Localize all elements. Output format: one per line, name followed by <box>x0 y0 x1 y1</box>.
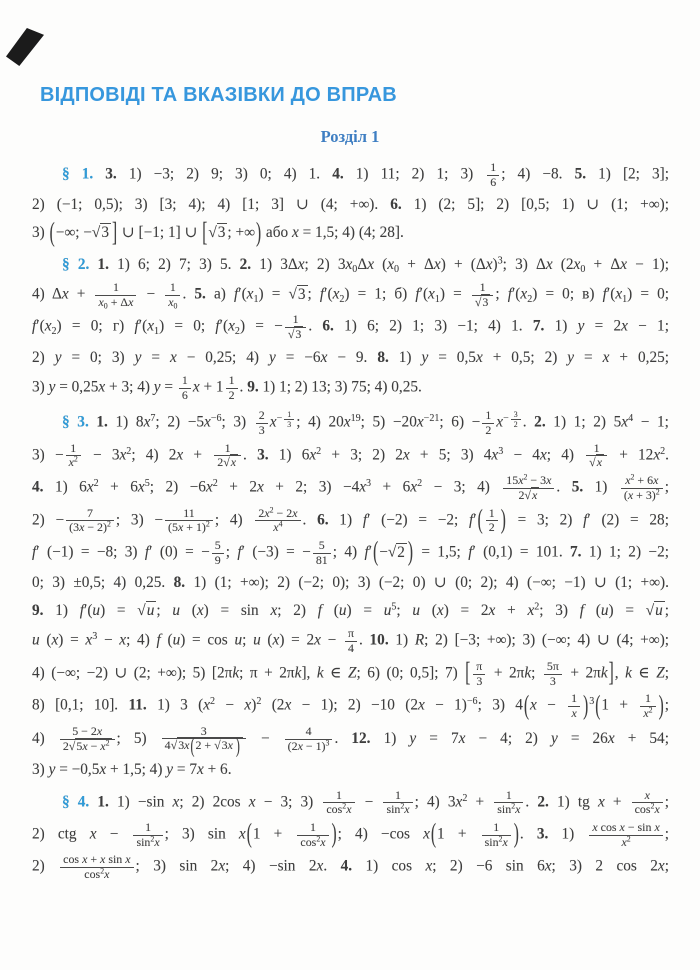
problem-number: 1. <box>89 793 109 811</box>
chapter-heading: Розділ 1 <box>320 127 380 146</box>
answer-line: § 2. 1. 1) 6; 2) 7; 3) 5. 2. 1) 3Δx; 2) $3x_0\Delta x$ $(x_0 + \Delta x) + (\Delta x)^3$; 3) Δx $(2x_0 + \Delta x - 1)$; <box>62 255 669 275</box>
answer-line: 2) (−1; 0,5); 3) [3; 4); 4) [1; 3] ∪ (4; +∞). 6. 1) (2; 5]; 2) [0,5; 1) ∪ (1; +∞); <box>32 196 670 214</box>
answer-line: 4) (−∞; −2) ∪ (2; +∞); 5) [2πk; π + 2πk], k ∈ Z; 6) (0; 0,5]; 7) [ $\frac{\pi}{3}$ + 2πk; $\frac{5\pi}{3}$ + 2πk], k ∈ Z; <box>32 657 669 689</box>
fraction: $\frac{1}{\sin^2x}$ <box>383 789 412 817</box>
square-root: √3 <box>208 224 226 242</box>
square-root: √3x <box>214 738 233 753</box>
fraction: $\frac{1}{\cos^2x}$ <box>297 821 328 849</box>
square-root: √3x(2 + √3x ) <box>171 737 243 752</box>
answer-line: 3) y = −0,5x + 1,5; 4) y = 7x + 6. <box>32 760 232 778</box>
fraction: $\frac{1}{x_0 + \Delta x}$ <box>95 281 136 309</box>
answer-line: $f'(x_2) = 0$; г) $f'(x_1) = 0$; $f'(x_2)$ = − $\frac{1}{√3}$ . 6. 1) 6; 2) 1; 3) −1; 4) 1. 7. 1) y = 2x − 1; <box>32 312 669 342</box>
answers-content <box>32 154 669 886</box>
problem-number: 2. <box>537 793 549 811</box>
fraction: $\frac{1}{x^2}$ <box>640 692 655 720</box>
scan-artifact-corner <box>6 28 44 66</box>
fraction: $\frac{\pi}{4}$ <box>345 627 357 655</box>
problem-number: 11. <box>128 697 147 715</box>
answer-line: 0; 3) ±0,5; 4) 0,25. 8. 1) (1; +∞); 2) (−2; 0); 3) (−2; 0) ∪ (0; 2); 4) (−∞; −1) ∪ (1; +∞). <box>32 574 669 592</box>
section-marker: § 3. <box>62 413 89 431</box>
problem-number: 9. <box>247 378 259 396</box>
answer-line: 3) (−∞; −√3 ] ∪ [−1; 1] ∪ [√3 ; +∞) або x = 1,5; 4) (4; 28]. <box>32 217 404 249</box>
answer-line: 2) ctg x − $\frac{1}{\sin^2x}$ ; 3) sin x(1 + $\frac{1}{\cos^2x}$ ); 4) −cos x(1 + $\frac{1}{\sin^2x}$ ). 3. 1) $\frac{\text{x cos x − sin x}}{x^2}$ ; <box>32 819 669 850</box>
fraction: $\frac{1}{2}$ <box>226 374 238 402</box>
fraction: $\frac{1}{\sin^2x}$ <box>494 789 523 817</box>
section-marker: § 2. <box>62 255 90 273</box>
fraction: $\frac{4}{(2x - 1)^3}$ <box>285 725 333 753</box>
problem-number: 4. <box>32 478 44 496</box>
problem-number: 2. <box>239 255 252 273</box>
fraction: $\frac{5 - 2x}{2√5x - x^2}$ <box>60 725 115 753</box>
problem-number: 6. <box>317 511 329 529</box>
problem-number: 10. <box>369 632 389 650</box>
fraction: $\frac{3}{2}$ <box>511 410 521 429</box>
fraction: $\frac{1}{6}$ <box>179 374 191 402</box>
problem-number: 4. <box>340 858 353 876</box>
fraction: $\frac{1}{x}$ <box>568 692 580 720</box>
fraction: $\frac{3}{4√3x(2 + √3x )}$ <box>162 725 246 754</box>
fraction: $\frac{\text{x cos x − sin x}}{x^2}$ <box>589 821 662 849</box>
problem-number: 1. <box>88 413 108 431</box>
square-root: √3 <box>474 294 489 309</box>
fraction: $\frac{1}{\sin^2x}$ <box>482 821 511 849</box>
answer-line: 4. 1) $6x^2 + 6x^5$; $2) -6x^2 + 2x + 2$; $3) -4x^3 + 6x^2 - 3$; 4) $\frac{15x^2 - 3x}{2√x}$ . 5. 1) $\frac{x^2 + 6x}{(x + 3)^2}$ ; <box>32 472 669 502</box>
problem-number: 5. <box>574 165 587 183</box>
answer-line: 2) − $\frac{7}{(3x - 2)^2}$ ; 3) − $\frac{11}{(5x + 1)^2}$ ; 4) $\frac{2x^2 - 2x}{x^4}$ . 6. 1) f′ (−2) = −2; f′( $\frac{1}{2}$ ) = 3; 2) f′ (2) = 28; <box>32 504 669 536</box>
fraction: $\frac{1}{3}$ <box>284 410 294 429</box>
answer-line: § 3. 1. 1) $8x^7$; $2) -5x^{-6}$; 3) $\frac{2}{3}$ $x^{- \frac{1}{3}}$ ; 4) $20x^{19}$; $5) -20x^{-21}$; 6) − $\frac{1}{2}$ $x^{- \frac{3}{2}}$ . 2. 1) 1; 2) $5x^4 - 1$; <box>62 408 669 437</box>
answer-line: 2) y = 0; 3) y = x − 0,25; 4) y = −6x − 9. 8. 1) y = 0,5x + 0,5; 2) y = x + 0,25; <box>32 348 669 366</box>
square-root: √3 <box>91 224 109 242</box>
problem-number: 2. <box>534 413 546 431</box>
answer-line: 4) Δx + $\frac{1}{x_0 + \Delta x}$ − $\frac{1}{x_0}$ . 5. а) $f'(x_1) = √3$ ; $f'(x_2) = 1$; б) $f'(x_1)$ = $\frac{1}{√3}$ ; $f'(x_2) = 0$; в) $f'(x_1) = 0$; <box>32 279 669 310</box>
problem-number: 3. <box>536 825 549 843</box>
fraction: $\frac{1}{√3}$ <box>472 281 494 309</box>
square-root: √u <box>137 602 155 620</box>
fraction: $\frac{1}{6}$ <box>487 161 499 189</box>
answer-line: 4) $\frac{5 - 2x}{2√5x - x^2}$ ; 5) $\frac{3}{4√3x(2 + √3x )}$ − $\frac{4}{(2x - 1)^3}$ . 12. 1) y = 7x − 4; 2) y = 26x + 54; <box>32 723 669 758</box>
fraction: $\frac{1}{\cos^2x}$ <box>323 789 354 817</box>
section-marker: § 4. <box>62 793 90 811</box>
answer-line: § 4. 1. 1) −sin x; 2) 2cos x − 3; 3) $\frac{1}{\cos^2x}$ − $\frac{1}{\sin^2x}$ ; 4) $3x^2$ + $\frac{1}{\sin^2x}$ . 2. 1) tg x + $\frac{x}{\cos^2x}$ ; <box>62 787 670 817</box>
problem-number: 4. <box>332 165 344 183</box>
fraction: $\frac{1}{2√x}$ <box>214 442 241 470</box>
fraction: $\frac{5}{81}$ <box>313 539 331 567</box>
fraction: $\frac{2}{3}$ <box>256 409 268 437</box>
problem-number: 8. <box>377 348 389 366</box>
page-title: ВІДПОВІДІ ТА ВКАЗІВКИ ДО ВПРАВ <box>40 84 397 106</box>
square-root: √3 <box>288 285 306 303</box>
fraction: $\frac{\text{cos x + x sin x}}{\cos^2x}$ <box>60 853 133 881</box>
problem-number: 6. <box>390 196 402 214</box>
answer-line: 2) $\frac{\text{cos x + x sin x}}{\cos^2x}$ ; 3) sin 2x; 4) −sin 2x. 4. 1) cos x; 2) −6 sin 6x; 3) 2 cos 2x; <box>32 852 669 882</box>
problem-number: 5. <box>571 478 584 496</box>
answer-line: 3) − $\frac{1}{x^2}$ − $3x^2$; 4) 2x + $\frac{1}{2√x}$ . 3. 1) $6x^2 + 3$; 2) 2x + 5; 3) $4x^3 - 4x$; 4) $\frac{1}{√x}$ + $12x^2$. <box>32 440 669 470</box>
fraction: $\frac{5\pi}{3}$ <box>544 660 562 688</box>
fraction: $\frac{1}{2}$ <box>486 507 498 535</box>
fraction: $\frac{15x^2 - 3x}{2√x}$ <box>503 474 554 502</box>
answer-line: 9. 1) f′(u) = √u ; u (x) = sin x; 2) f $(u) = u^5$; u $(x) = 2x + x^2$; 3) f (u) = √u ; <box>32 601 670 620</box>
problem-number: 8. <box>173 574 186 592</box>
fraction: $\frac{11}{(5x + 1)^2}$ <box>165 507 213 535</box>
problem-number: 7. <box>532 318 545 336</box>
problem-number: 9. <box>32 602 44 620</box>
square-root: $√5x - x^2$ <box>68 738 110 753</box>
square-root: √3 <box>287 327 302 342</box>
square-root: √x <box>223 455 237 470</box>
problem-number: 1. <box>89 255 109 273</box>
fraction: $\frac{7}{(3x - 2)^2}$ <box>66 507 114 535</box>
problem-number: 3. <box>257 446 269 464</box>
fraction: $\frac{1}{√3}$ <box>285 313 307 341</box>
answer-line: u $(x) = x^3 - x$; 4) f (u) = cos u; u (x) = 2x − $\frac{\pi}{4}$ . 10. 1) R; 2) [−3; +∞); 3) (−∞; 4) ∪ (4; +∞); <box>32 626 670 656</box>
answer-line: f′ (−1) = −8; 3) f′ (0) = − $\frac{5}{9}$ ; f′ (−3) = − $\frac{5}{81}$ ; 4) f′(−√2 ) = 1,5; f′ (0,1) = 101. 7. 1) 1; 2) −2; <box>32 537 669 568</box>
problem-number: 5. <box>194 285 206 303</box>
answer-line: § 1. 3. 1) −3; 2) 9; 3) 0; 4) 1. 4. 1) 11; 2) 1; 3) $\frac{1}{6}$ ; 4) −8. 5. 1) [2; 3]; <box>62 160 670 189</box>
problem-number: 7. <box>570 543 582 561</box>
problem-number: 3. <box>93 165 117 183</box>
fraction: $\frac{1}{2}$ <box>482 409 494 437</box>
square-root: √x <box>524 487 538 502</box>
fraction: $\frac{5}{9}$ <box>212 539 224 567</box>
answer-line: 8) [0,1; 10]. 11. 1) 3 $(x^2 - x)^2$ (2x − 1); 2) −10 $(2x - 1)^{-6}$; 3) 4(x − $\frac{1}{x}$ )$^3$(1 + $\frac{1}{x^2}$ ); <box>32 690 669 721</box>
fraction: $\frac{1}{√x}$ <box>586 442 607 470</box>
square-root: √u <box>645 602 663 620</box>
problem-number: 6. <box>322 318 334 336</box>
fraction: $\frac{\pi}{3}$ <box>473 660 485 688</box>
fraction: $\frac{1}{\sin^2x}$ <box>133 821 162 849</box>
fraction: $\frac{2x^2 - 2x}{x^4}$ <box>255 507 300 535</box>
fraction: $\frac{1}{x_0}$ <box>165 281 180 309</box>
fraction: $\frac{x}{\cos^2x}$ <box>632 789 663 817</box>
fraction: $\frac{x^2 + 6x}{(x + 3)^2}$ <box>621 474 663 502</box>
square-root: √2 <box>387 543 405 561</box>
square-root: √x <box>589 455 602 470</box>
fraction: $\frac{1}{x^2}$ <box>66 442 81 470</box>
answer-line: 3) y = 0,25x + 3; 4) y = $\frac{1}{6}$ x + 1 $\frac{1}{2}$ . 9. 1) 1; 2) 13; 3) 75; 4) 0,25. <box>32 372 422 402</box>
section-marker: § 1. <box>62 165 94 183</box>
problem-number: 12. <box>351 729 371 747</box>
